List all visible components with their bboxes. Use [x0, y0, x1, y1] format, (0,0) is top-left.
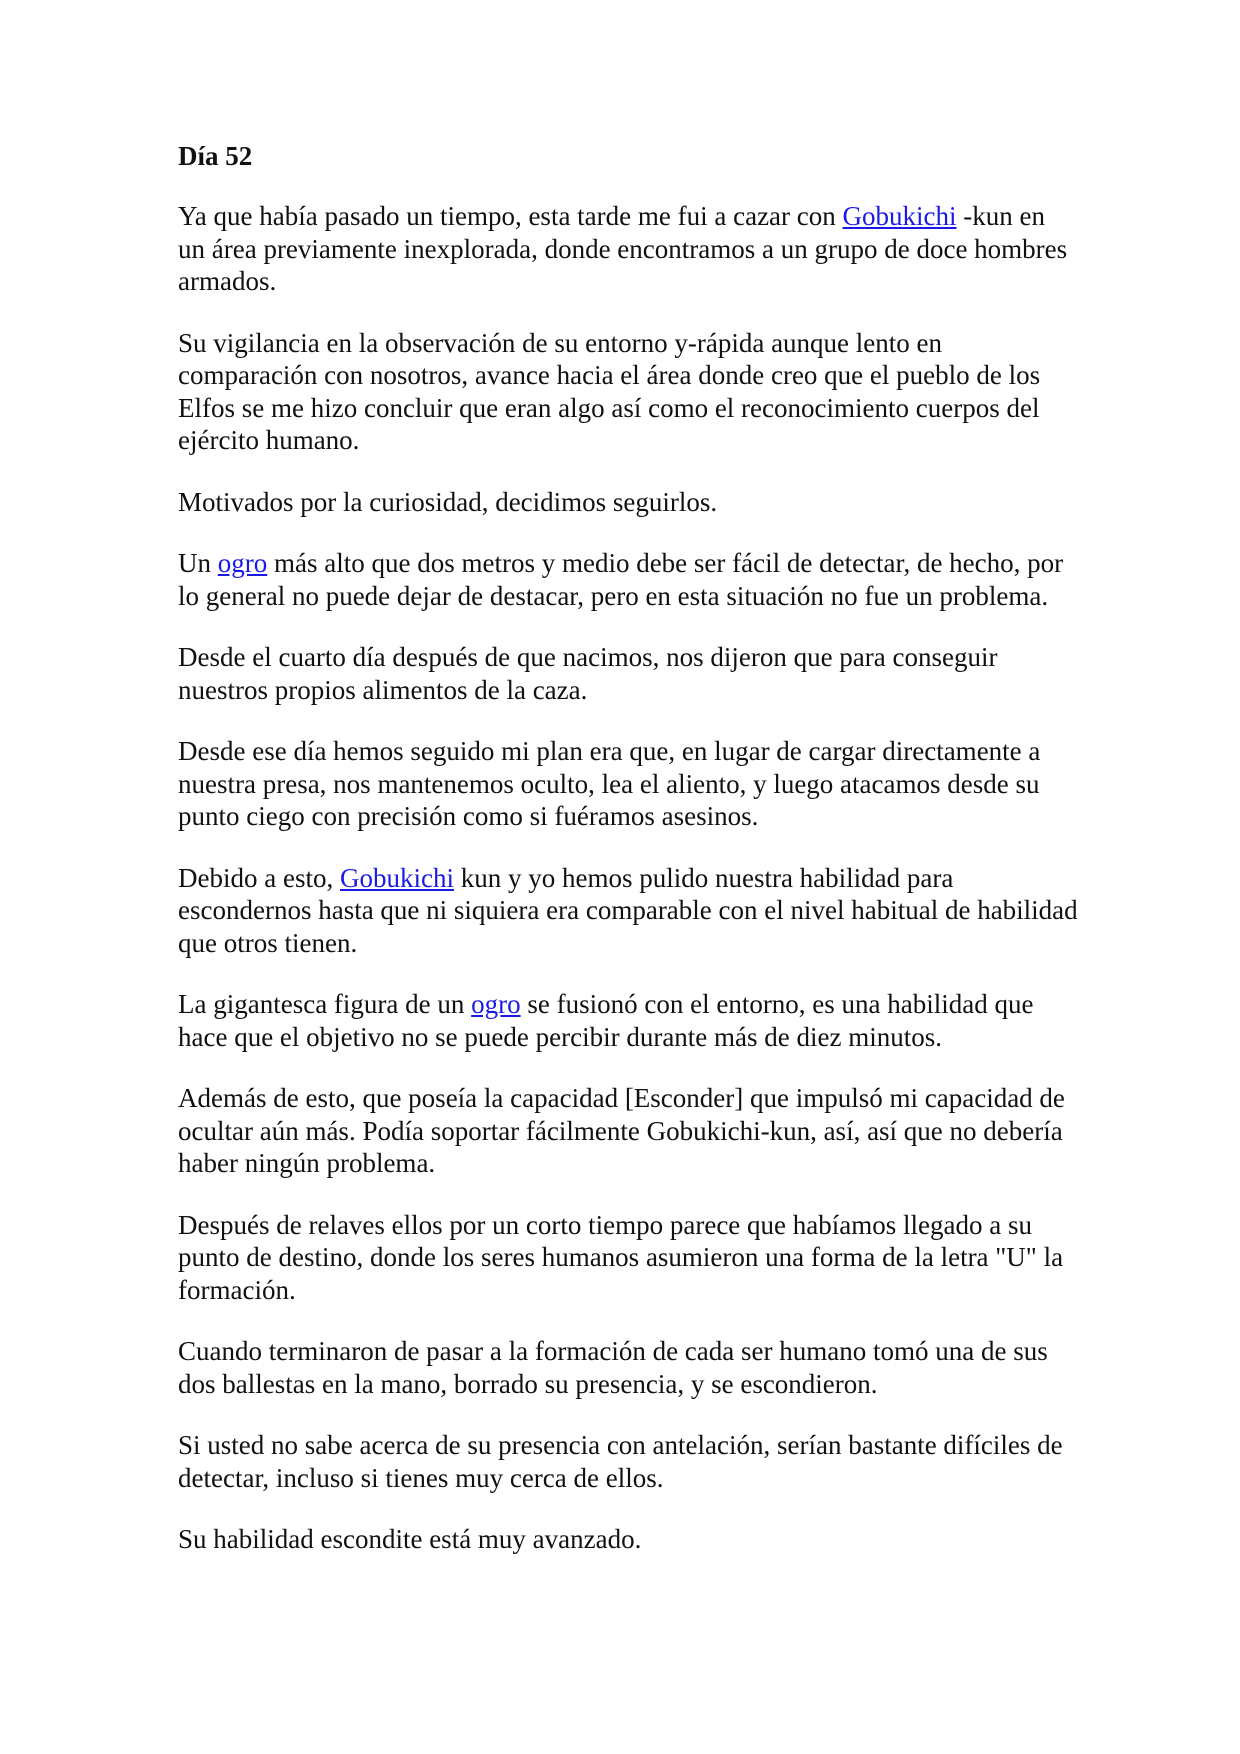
- paragraph: [178, 1523, 1078, 1556]
- paragraph-text: Ya que había pasado un tiempo, esta tarde me fui a cazar con: [178, 201, 843, 231]
- paragraph-text: se fusionó con el entorno, es una habilidad que hace que el objetivo no se puede percibir durante más de diez minutos.: [178, 989, 1034, 1052]
- paragraph: [178, 327, 1078, 457]
- paragraph-text: Cuando terminaron de pasar a la formación de cada ser humano tomó una de sus dos ballestas en la mano, borrado su presencia, y se escondieron.: [178, 1336, 1048, 1399]
- document-body: [178, 200, 1078, 1556]
- paragraph-text: Si usted no sabe acerca de su presencia con antelación, serían bastante difíciles de detectar, incluso si tienes muy cerca de ellos.: [178, 1430, 1063, 1493]
- inline-link[interactable]: Gobukichi: [339, 862, 454, 893]
- paragraph-text: -kun en un área previamente inexplorada, donde encontramos a un grupo de doce hombres armados.: [178, 201, 1068, 296]
- paragraph: [178, 862, 1078, 960]
- paragraph-text: más alto que dos metros y medio debe ser fácil de detectar, de hecho, por lo general no puede dejar de destacar, pero en esta situación no fue un problema.: [178, 548, 1064, 611]
- paragraph-text: Un: [178, 548, 218, 578]
- paragraph-text: Su vigilancia en la observación de su entorno y-rápida aunque lento en comparación con nosotros, avance hacia el área donde creo que el pueblo de los Elfos se me hizo concluir que eran algo así como el reconocimiento cuerpos del ejército humano.: [178, 327, 1041, 455]
- paragraph-text: Desde ese día hemos seguido mi plan era que, en lugar de cargar directamente a nuestra presa, nos mantenemos oculto, lea el aliento, y luego atacamos desde su punto ciego con precisión como si fuéramos asesinos.: [178, 736, 1041, 831]
- paragraph: [178, 547, 1078, 612]
- paragraph: [178, 988, 1078, 1053]
- inline-link[interactable]: Gobukichi: [842, 201, 957, 231]
- paragraph: [178, 735, 1078, 833]
- paragraph-text: Desde el cuarto día después de que nacimos, nos dijeron que para conseguir nuestros propios alimentos de la caza.: [178, 642, 998, 705]
- paragraph: [178, 1082, 1078, 1180]
- paragraph-text: Después de relaves ellos por un corto tiempo parece que habíamos llegado a su punto de destino, donde los seres humanos asumieron una forma de la letra "U" la formación.: [178, 1209, 1064, 1305]
- paragraph-text: kun y yo hemos pulido nuestra habilidad para escondernos hasta que ni siquiera era comparable con el nivel habitual de habilidad que otros tienen.: [178, 862, 1078, 958]
- document-page: [178, 140, 1078, 1585]
- paragraph: [178, 486, 1078, 519]
- paragraph-text: Su habilidad escondite está muy avanzado.: [178, 1524, 642, 1554]
- page-title: Día 52: [178, 141, 253, 171]
- paragraph: [178, 1209, 1078, 1307]
- paragraph: [178, 641, 1078, 706]
- paragraph-text: Motivados por la curiosidad, decidimos seguirlos.: [178, 486, 718, 517]
- paragraph-text: La gigantesca figura de un: [178, 989, 472, 1019]
- inline-link[interactable]: ogro: [217, 548, 268, 578]
- inline-link[interactable]: ogro: [471, 989, 521, 1019]
- paragraph-text: Además de esto, que poseía la capacidad [Esconder] que impulsó mi capacidad de ocultar aún más. Podía soportar fácilmente Gobukichi-kun, así, así que no debería haber ningún problema.: [178, 1083, 1065, 1178]
- paragraph: [178, 1429, 1078, 1494]
- paragraph: [178, 1335, 1078, 1400]
- paragraph-text: Debido a esto,: [178, 862, 340, 893]
- paragraph: [178, 200, 1078, 298]
